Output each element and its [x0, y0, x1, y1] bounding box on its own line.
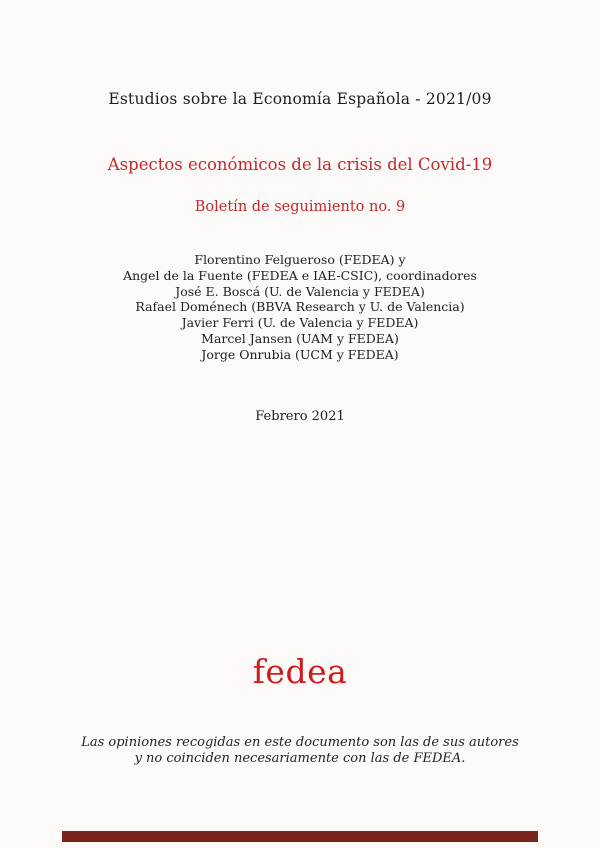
author-line: Angel de la Fuente (FEDEA e IAE-CSIC), coordinadores — [123, 267, 477, 283]
publication-date: Febrero 2021 — [255, 409, 345, 424]
author-list — [0, 252, 600, 363]
author-line: José E. Boscá (U. de Valencia y FEDEA) — [175, 283, 425, 299]
document-subtitle: Boletín de seguimiento no. 9 — [194, 199, 406, 215]
author-line: Javier Ferri (U. de Valencia y FEDEA) — [181, 315, 419, 331]
author-line: Marcel Jansen (UAM y FEDEA) — [201, 330, 399, 346]
author-line: Jorge Onrubia (UCM y FEDEA) — [201, 346, 399, 362]
disclaimer-text — [0, 735, 600, 767]
disclaimer-line: y no coinciden necesariamente con las de FEDEA. — [134, 751, 466, 767]
series-title: Estudios sobre la Economía Española - 2021/09 — [108, 90, 492, 108]
fedea-logo: fedea — [252, 652, 348, 691]
footer-bar — [62, 831, 538, 842]
document-title: Aspectos económicos de la crisis del Covid-19 — [107, 155, 493, 174]
disclaimer-line: Las opiniones recogidas en este documento son las de sus autores — [81, 735, 519, 750]
author-line: Florentino Felgueroso (FEDEA) y — [194, 252, 406, 267]
author-line: Rafael Doménech (BBVA Research y U. de Valencia) — [135, 299, 465, 315]
